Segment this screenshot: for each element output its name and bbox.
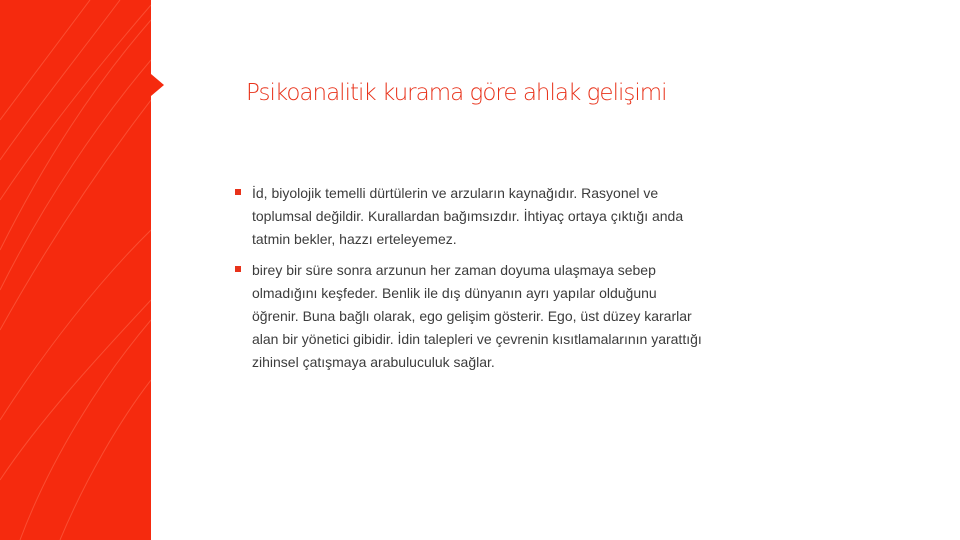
bullet-text: İd, biyolojik temelli dürtülerin ve arzuların kaynağıdır. Rasyonel ve toplumsal değildir. Kurallardan bağımsızdır. İhtiyaç ortaya çıktığı anda tatmin bekler, hazzı erteleyemez. <box>252 185 684 247</box>
bullet-list <box>233 182 703 382</box>
decorative-red-panel <box>0 0 151 540</box>
bullet-text: birey bir süre sonra arzunun her zaman doyuma ulaşmaya sebep olmadığını keşfeder. Benlik ile dış dünyanın ayrı yapılar olduğunu öğrenir. Buna bağlı olarak, ego gelişim gösterir. Ego, üst düzey kararlar alan bir yönetici gibidir. İdin talepleri ve çevrenin kısıtlamalarının yarattığı zihinsel çatışmaya arabuluculuk sağlar. <box>252 262 702 370</box>
slide-title: Psikoanalitik kurama göre ahlak gelişimi <box>246 80 667 106</box>
bullet-item-ego <box>233 259 703 374</box>
bullet-item-id <box>233 182 703 251</box>
square-bullet-icon <box>235 266 241 272</box>
square-bullet-icon <box>235 189 241 195</box>
decorative-line-pattern <box>0 0 151 540</box>
title-pointer-arrow <box>151 74 164 96</box>
